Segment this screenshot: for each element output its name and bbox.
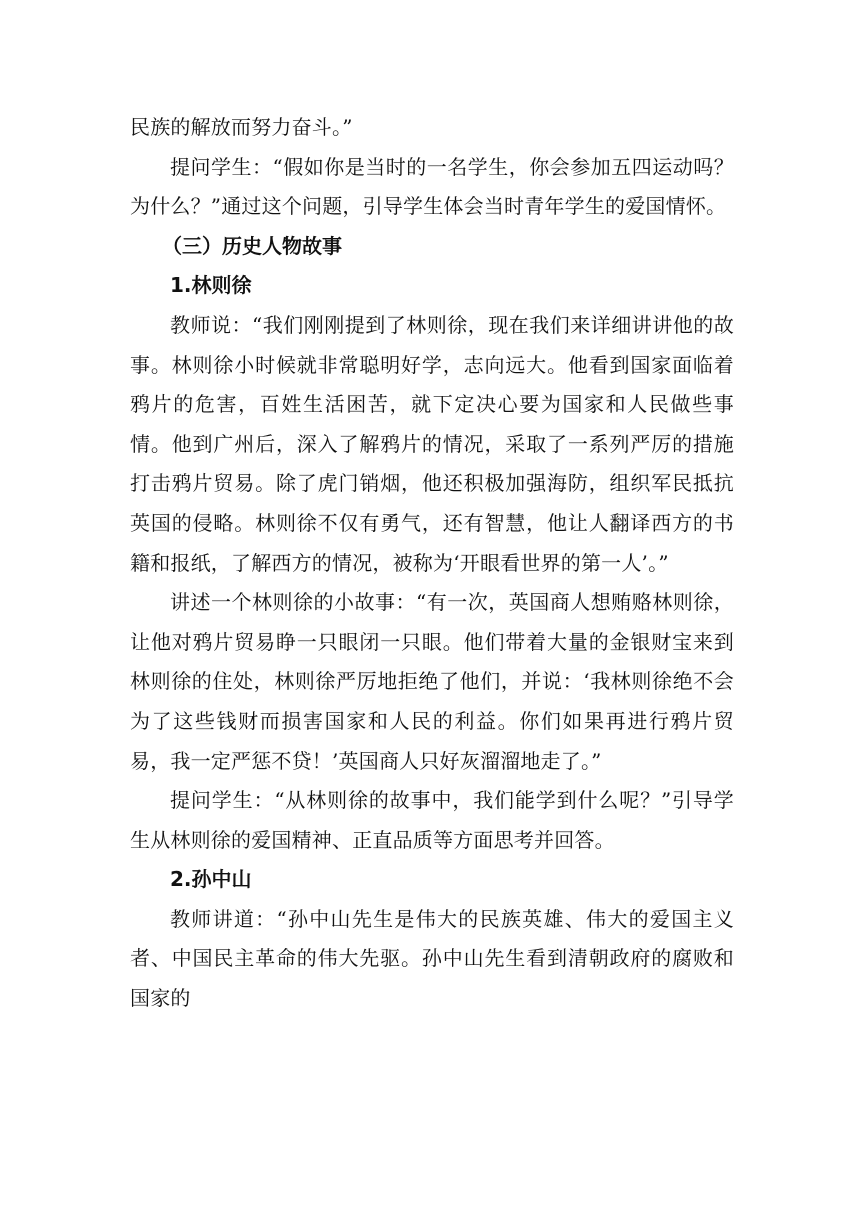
paragraph-sun-yat-sen-story: 教师讲道：“孙中山先生是伟大的民族英雄、伟大的爱国主义者、中国民主革命的伟大先驱。孙中山先生看到清朝政府的腐败和国家的 bbox=[130, 906, 734, 1011]
document-page bbox=[130, 108, 734, 1019]
paragraph-lin-zexu-question: 提问学生：“从林则徐的故事中，我们能学到什么呢？”引导学生从林则徐的爱国精神、正直品质等方面思考并回答。 bbox=[130, 788, 734, 852]
paragraph-lin-zexu-anecdote: 讲述一个林则徐的小故事：“有一次，英国商人想贿赂林则徐，让他对鸦片贸易睁一只眼闭一只眼。他们带着大量的金银财宝来到林则徐的住处，林则徐严厉地拒绝了他们，并说：‘我林则徐绝不会为了这些钱财而损害国家和人民的利益。你们如果再进行鸦片贸易，我一定严惩不贷！’英国商人只好灰溜溜地走了。” bbox=[130, 590, 734, 773]
paragraph-lin-zexu-story: 教师说：“我们刚刚提到了林则徐，现在我们来详细讲讲他的故事。林则徐小时候就非常聪明好学，志向远大。他看到国家面临着鸦片的危害，百姓生活困苦，就下定决心要为国家和人民做些事情。他到广州后，深入了解鸦片的情况，采取了一系列严厉的措施打击鸦片贸易。除了虎门销烟，他还积极加强海防，组织军民抵抗英国的侵略。林则徐不仅有勇气，还有智慧，他让人翻译西方的书籍和报纸，了解西方的情况，被称为‘开眼看世界的第一人’。” bbox=[130, 312, 734, 575]
paragraph-question-may-fourth: 提问学生：“假如你是当时的一名学生，你会参加五四运动吗？为什么？”通过这个问题，引导学生体会当时青年学生的爱国情怀。 bbox=[130, 154, 734, 219]
paragraph-continuation: 民族的解放而努力奋斗。” bbox=[130, 115, 353, 139]
subheading-lin-zexu: 1.林则徐 bbox=[170, 273, 252, 298]
section-heading-historical-figures: （三）历史人物故事 bbox=[162, 233, 342, 258]
subheading-sun-yat-sen: 2.孙中山 bbox=[170, 867, 252, 892]
